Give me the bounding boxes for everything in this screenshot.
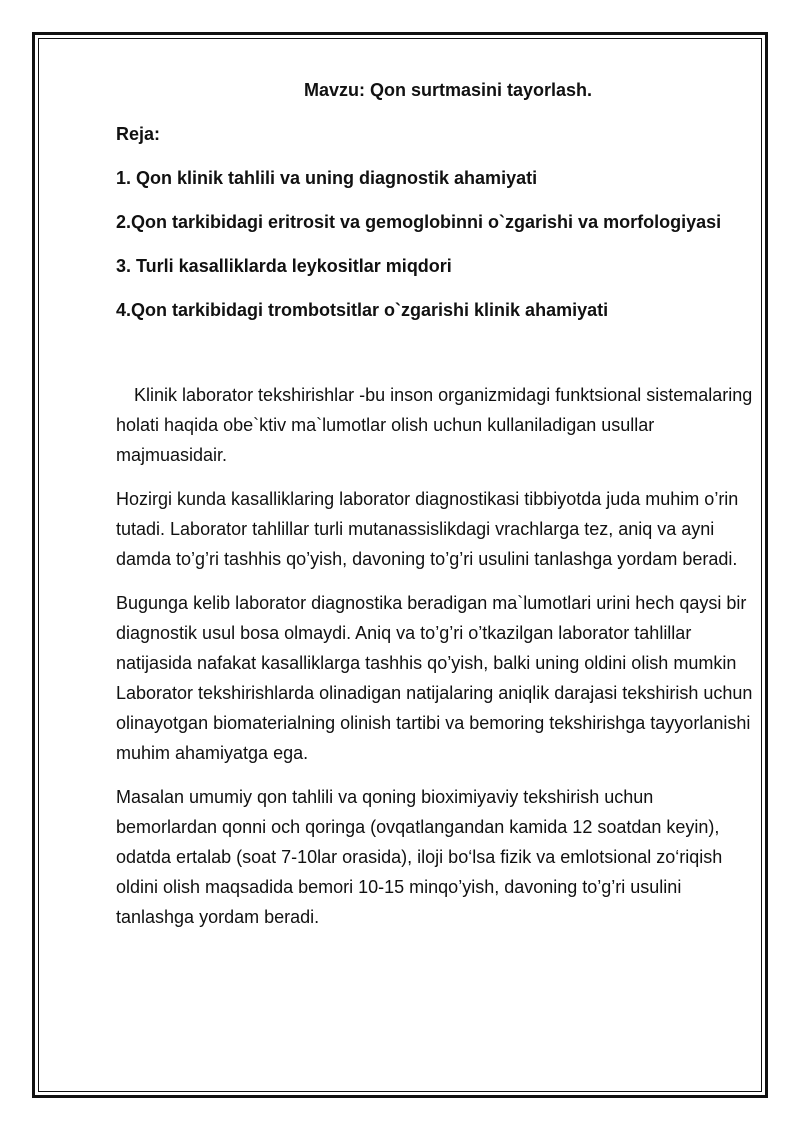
body-text [116, 380, 756, 932]
plan-item-3: 3. Turli kasalliklarda leykositlar miqdori [116, 256, 452, 276]
plan-label: Reja: [116, 124, 161, 144]
plan-list [116, 164, 756, 324]
paragraph-4: Masalan umumiy qon tahlili va qoning bioximiyaviy tekshirish uchun bemorlardan qonni och qoringa (ovqatlangandan kamida 12 soatdan keyin), odatda ertalab (soat 7-10lar orasida), iloji bo‘lsa fizik va emlotsional zo‘riqish oldini olish maqsadida bemori 10-15 minqo’yish, davoning to’g’ri usulini tanlashga yordam beradi. [116, 787, 723, 927]
paragraph-1: Klinik laborator tekshirishlar -bu inson organizmidagi funktsional sistemalaring holati haqida obe`ktiv ma`lumotlar olish uchun kullaniladigan usullar majmuasidair. [116, 385, 753, 465]
plan-item-2: 2.Qon tarkibidagi eritrosit va gemoglobinni o`zgarishi va morfologiyasi [116, 212, 722, 232]
document-body [116, 76, 756, 946]
plan-item-1: 1. Qon klinik tahlili va uning diagnostik ahamiyati [116, 168, 538, 188]
paragraph-2: Hozirgi kunda kasalliklaring laborator diagnostikasi tibbiyotda juda muhim o’rin tutadi. Laborator tahlillar turli mutanassislikdagi vrachlarga tez, aniq va ayni damda to’g’ri tashhis qo’yish, davoning to’g’ri usulini tanlashga yordam beradi. [116, 489, 739, 569]
plan-item-4: 4.Qon tarkibidagi trombotsitlar o`zgarishi klinik ahamiyati [116, 300, 609, 320]
document-title: Mavzu: Qon surtmasini tayorlash. [303, 80, 593, 100]
paragraph-3: Bugunga kelib laborator diagnostika beradigan ma`lumotlari urini hech qaysi bir diagnostik usul bosa olmaydi. Aniq va to’g’ri o’tkazilgan laborator tahlillar natijasida nafakat kasalliklarga tashhis qo’yish, balki uning oldini olish mumkin Laborator tekshirishlarda olinadigan natijalaring aniqlik darajasi tekshirish uchun olinayotgan biomaterialning olinish tartibi va bemoring tekshirishga tayyorlanishi muhim ahamiyatga ega. [116, 593, 753, 763]
